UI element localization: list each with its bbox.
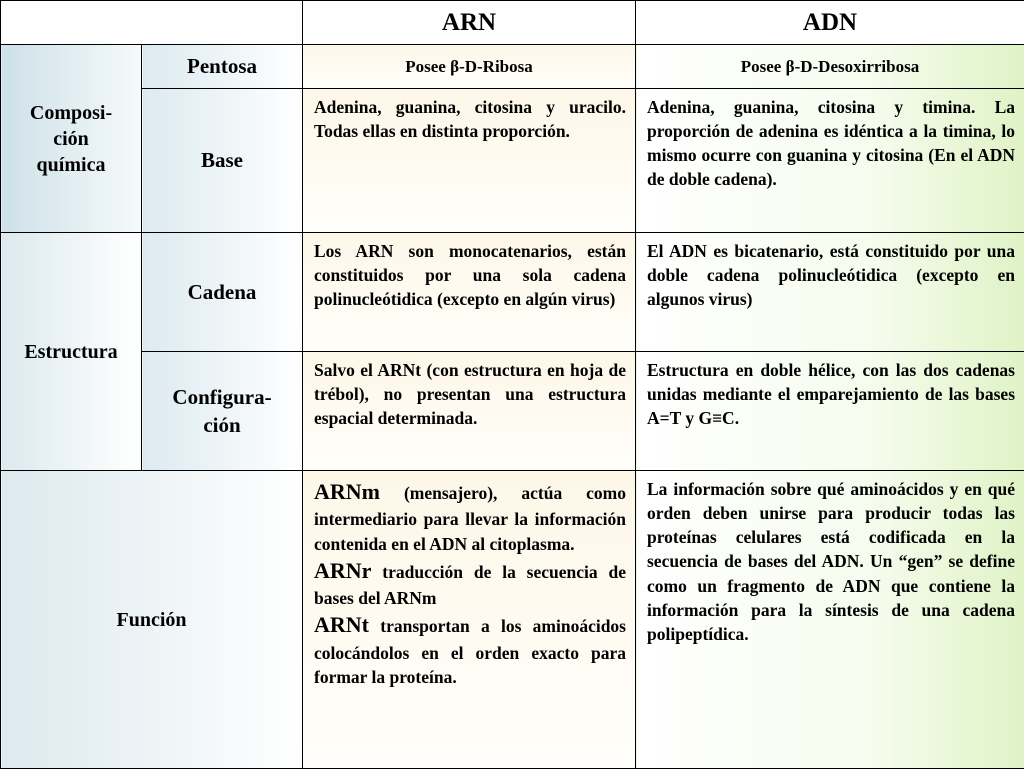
cell-arn-cadena: Los ARN son monocatenarios, están constituidos por una sola cadena polinucleótidica (excepto en algún virus) bbox=[303, 233, 636, 352]
header-arn: ARN bbox=[303, 1, 636, 45]
cell-adn-base: Adenina, guanina, citosina y timina. La proporción de adenina es idéntica a la timina, lo mismo ocurre con guanina y citosina (En el ADN de doble cadena). bbox=[636, 89, 1024, 233]
arn-type-item bbox=[314, 477, 626, 556]
row-configuracion bbox=[1, 352, 1024, 471]
header-adn: ADN bbox=[636, 1, 1024, 45]
row-pentosa bbox=[1, 45, 1024, 89]
subcategory-pentosa: Pentosa bbox=[142, 45, 303, 89]
category-label: Composi- ción química bbox=[1, 100, 141, 178]
category-estructura: Estructura bbox=[1, 233, 142, 471]
subcategory-configuracion bbox=[142, 352, 303, 471]
arn-type-term: ARNm bbox=[314, 479, 380, 504]
arn-type-description: transportan a los aminoácidos colocándolos en el orden exacto para formar la proteína. bbox=[314, 616, 626, 687]
cell-arn-configuracion: Salvo el ARNt (con estructura en hoja de trébol), no presentan una estructura espacial determinada. bbox=[303, 352, 636, 471]
header-row bbox=[1, 1, 1024, 45]
subcategory-base: Base bbox=[142, 89, 303, 233]
header-corner-cell bbox=[1, 1, 303, 45]
cell-adn-configuracion: Estructura en doble hélice, con las dos cadenas unidas mediante el emparejamiento de las bases A=T y G≡C. bbox=[636, 352, 1024, 471]
cell-adn-pentosa: Posee β-D-Desoxirribosa bbox=[636, 45, 1024, 89]
row-funcion bbox=[1, 471, 1024, 769]
subcategory-label: Configura- ción bbox=[142, 383, 302, 440]
subcategory-cadena: Cadena bbox=[142, 233, 303, 352]
cell-arn-pentosa: Posee β-D-Ribosa bbox=[303, 45, 636, 89]
arn-type-term: ARNt bbox=[314, 612, 369, 637]
cell-adn-cadena: El ADN es bicatenario, está constituido por una doble cadena polinucleótidica (excepto en algunos virus) bbox=[636, 233, 1024, 352]
arn-type-item bbox=[314, 610, 626, 689]
cell-adn-funcion: La información sobre qué aminoácidos y en qué orden deben unirse para producir todas las proteínas celulares está codificada en la secuencia de bases del ADN. Un “gen” se define como un fragmento de ADN que contiene la información para la síntesis de una cadena polipeptídica. bbox=[636, 471, 1024, 769]
row-base bbox=[1, 89, 1024, 233]
arn-type-item bbox=[314, 556, 626, 611]
category-funcion: Función bbox=[1, 471, 303, 769]
category-composicion-quimica bbox=[1, 45, 142, 233]
arn-type-description: traducción de la secuencia de bases del ARNm bbox=[314, 562, 626, 608]
cell-arn-funcion bbox=[303, 471, 636, 769]
row-cadena bbox=[1, 233, 1024, 352]
arn-type-term: ARNr bbox=[314, 558, 371, 583]
arn-type-description: (mensajero), actúa como intermediario para llevar la información contenida en el ADN al citoplasma. bbox=[314, 483, 626, 554]
cell-arn-base: Adenina, guanina, citosina y uracilo. Todas ellas en distinta proporción. bbox=[303, 89, 636, 233]
